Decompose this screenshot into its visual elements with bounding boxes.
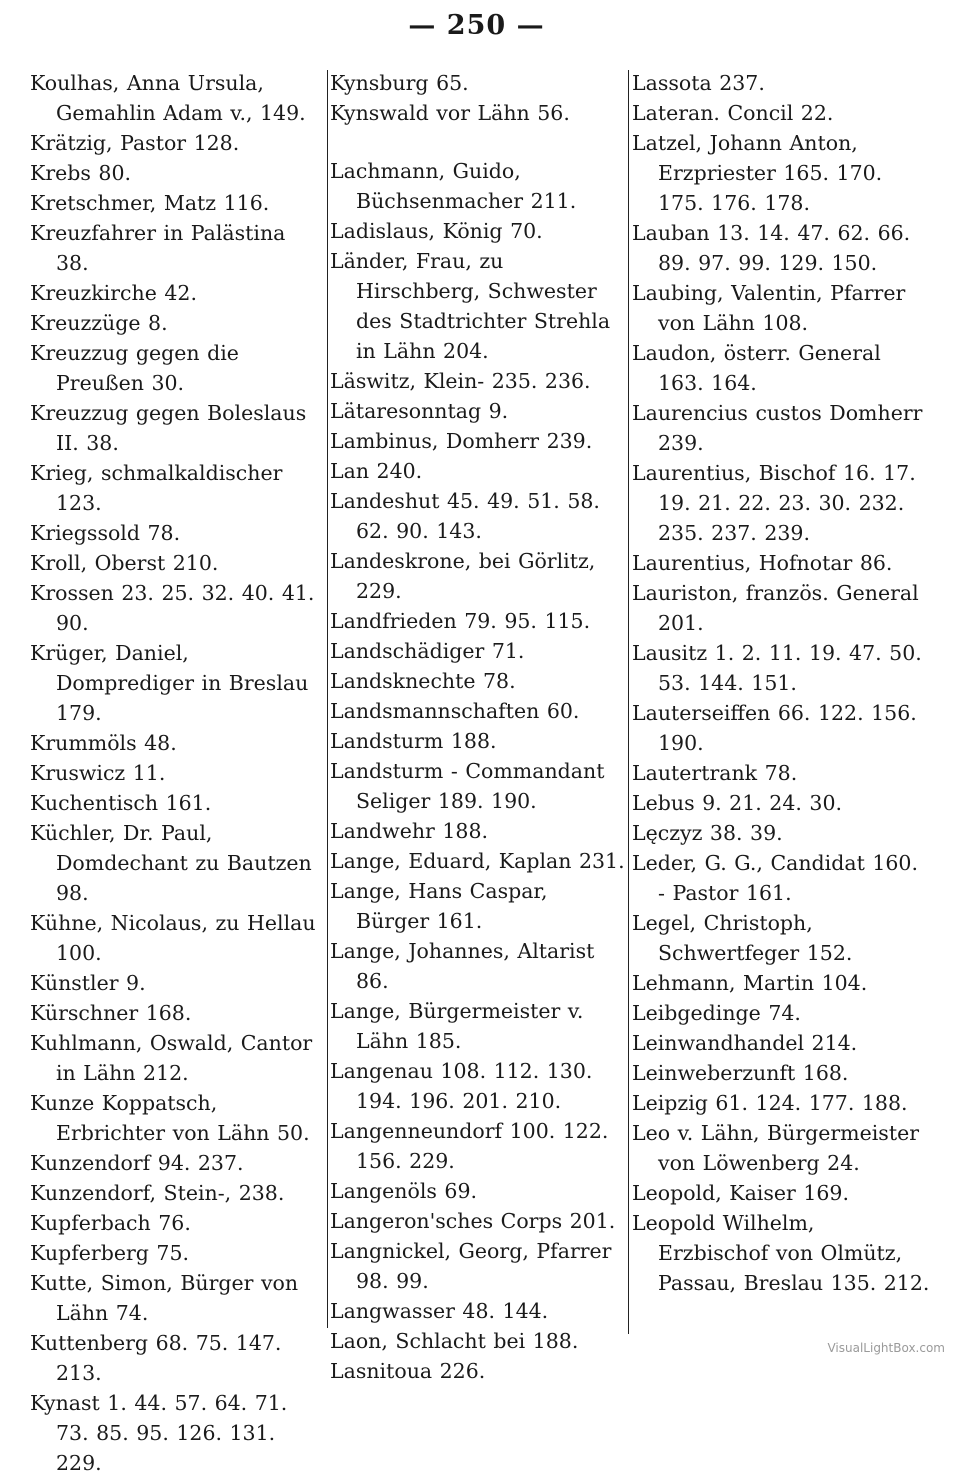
page-number: — 250 — — [408, 10, 545, 41]
index-entry: Kreuzfahrer in Palästina 38. — [30, 221, 286, 275]
index-entry: Lambinus, Domherr 239. — [330, 429, 593, 453]
index-entry: Leinwandhandel 214. — [632, 1031, 858, 1055]
index-entry: Lange, Eduard, Kaplan 231. — [330, 849, 625, 873]
index-entry: Lauban 13. 14. 47. 62. 66. 89. 97. 99. 129. 150. — [632, 221, 911, 275]
index-entry: Kupferbach 76. — [30, 1211, 191, 1235]
index-entry: Kupferberg 75. — [30, 1241, 190, 1265]
index-entry: Ladislaus, König 70. — [330, 219, 543, 243]
index-entry: Kürschner 168. — [30, 1001, 192, 1025]
index-entry: Laurentius, Hofnotar 86. — [632, 551, 893, 575]
index-entry: Krüger, Daniel, Domprediger in Breslau 179. — [30, 641, 309, 725]
index-entry: Langnickel, Georg, Pfarrer 98. 99. — [330, 1239, 612, 1293]
index-entry: Leo v. Lähn, Bürgermeister von Löwenberg 24. — [632, 1121, 919, 1175]
index-entry: Künstler 9. — [30, 971, 146, 995]
index-entry: Landsmannschaften 60. — [330, 699, 580, 723]
index-entry: Kreuzzug gegen Boleslaus II. 38. — [30, 401, 307, 455]
index-entry: Lange, Hans Caspar, Bürger 161. — [330, 879, 548, 933]
index-entry: Landschädiger 71. — [330, 639, 525, 663]
index-entry: Leipzig 61. 124. 177. 188. — [632, 1091, 908, 1115]
index-entry: Leder, G. G., Candidat 160. - Pastor 161. — [632, 851, 918, 905]
index-entry: Lange, Johannes, Altarist 86. — [330, 939, 595, 993]
index-entry: Lateran. Concil 22. — [632, 101, 834, 125]
index-entry: Langenöls 69. — [330, 1179, 478, 1203]
index-entry: Laon, Schlacht bei 188. — [330, 1329, 579, 1353]
index-entry: Kynswald vor Lähn 56. — [330, 101, 570, 125]
index-entry: Kreuzkirche 42. — [30, 281, 197, 305]
index-column-3 — [632, 68, 930, 1330]
index-entry: Kunzendorf 94. 237. — [30, 1151, 244, 1175]
index-entry: Lauriston, französ. General 201. — [632, 581, 919, 635]
index-entry: Landfrieden 79. 95. 115. — [330, 609, 591, 633]
index-entry: Leopold Wilhelm, Erzbischof von Olmütz, Passau, Breslau 135. 212. — [632, 1211, 930, 1295]
index-entry: Kuchentisch 161. — [30, 791, 212, 815]
index-entry: Kunze Koppatsch, Erbrichter von Lähn 50. — [30, 1091, 310, 1145]
index-entry: Legel, Christoph, Schwertfeger 152. — [632, 911, 853, 965]
index-entry: Kynsburg 65. — [330, 71, 469, 95]
index-entry: Lehmann, Martin 104. — [632, 971, 868, 995]
index-entry: Landwehr 188. — [330, 819, 489, 843]
index-entry: Laubing, Valentin, Pfarrer von Lähn 108. — [632, 281, 906, 335]
index-entry: Krebs 80. — [30, 161, 132, 185]
index-entry: Landsturm - Commandant Seliger 189. 190. — [330, 759, 605, 813]
index-entry: Laudon, österr. General 163. 164. — [632, 341, 881, 395]
index-entry: Kühne, Nicolaus, zu Hellau 100. — [30, 911, 316, 965]
index-entry: Lautertrank 78. — [632, 761, 798, 785]
index-entry: Kretschmer, Matz 116. — [30, 191, 270, 215]
index-entry: Lęczyz 38. 39. — [632, 821, 783, 845]
index-entry: Krossen 23. 25. 32. 40. 41. 90. — [30, 581, 315, 635]
index-entry: Krieg, schmalkaldischer 123. — [30, 461, 283, 515]
index-entry: Kuhlmann, Oswald, Cantor in Lähn 212. — [30, 1031, 313, 1085]
index-entry: Langeron'sches Corps 201. — [330, 1209, 616, 1233]
index-entry: Lasnitoua 226. — [330, 1359, 486, 1383]
index-entry: Laurentius, Bischof 16. 17. 19. 21. 22. 23. 30. 232. 235. 237. 239. — [632, 461, 916, 545]
index-entry: Landsturm 188. — [330, 729, 497, 753]
index-entry: Krummöls 48. — [30, 731, 177, 755]
section-gap — [330, 128, 626, 156]
index-entry: Landsknechte 78. — [330, 669, 516, 693]
index-entry: Kriegssold 78. — [30, 521, 181, 545]
index-entry: Kroll, Oberst 210. — [30, 551, 219, 575]
index-entry: Kutte, Simon, Bürger von Lähn 74. — [30, 1271, 299, 1325]
index-entry: Landeskrone, bei Görlitz, 229. — [330, 549, 596, 603]
index-entry: Latzel, Johann Anton, Erzpriester 165. 170. 175. 176. 178. — [632, 131, 883, 215]
index-entry: Länder, Frau, zu Hirschberg, Schwester des Stadtrichter Strehla in Lähn 204. — [330, 249, 611, 363]
index-entry: Kynast 1. 44. 57. 64. 71. 73. 85. 95. 126. 131. 229. — [30, 1391, 288, 1475]
index-column-2 — [330, 68, 626, 1383]
index-entry: Kuttenberg 68. 75. 147. 213. — [30, 1331, 282, 1385]
index-entry: Lachmann, Guido, Büchsenmacher 211. — [330, 159, 577, 213]
index-entry: Leinweberzunft 168. — [632, 1061, 849, 1085]
index-entry: Läswitz, Klein- 235. 236. — [330, 369, 591, 393]
watermark: VisualLightBox.com — [827, 1341, 945, 1355]
index-entry: Lan 240. — [330, 459, 423, 483]
index-entry: Kruswicz 11. — [30, 761, 166, 785]
index-entry: Landeshut 45. 49. 51. 58. 62. 90. 143. — [330, 489, 600, 543]
index-entry: Lassota 237. — [632, 71, 765, 95]
index-entry: Lausitz 1. 2. 11. 19. 47. 50. 53. 144. 151. — [632, 641, 922, 695]
index-entry: Kreuzzüge 8. — [30, 311, 168, 335]
index-entry: Koulhas, Anna Ursula, Gemahlin Adam v., 149. — [30, 71, 306, 125]
index-entry: Kunzendorf, Stein-, 238. — [30, 1181, 285, 1205]
index-entry: Küchler, Dr. Paul, Domdechant zu Bautzen 98. — [30, 821, 312, 905]
index-entry: Langenneundorf 100. 122. 156. 229. — [330, 1119, 609, 1173]
index-entry: Kreuzzug gegen die Preußen 30. — [30, 341, 239, 395]
index-entry: Laurencius custos Domherr 239. — [632, 401, 923, 455]
index-entry: Lauterseiffen 66. 122. 156. 190. — [632, 701, 917, 755]
index-entry: Krätzig, Pastor 128. — [30, 131, 240, 155]
index-entry: Langwasser 48. 144. — [330, 1299, 549, 1323]
index-entry: Lange, Bürgermeister v. Lähn 185. — [330, 999, 584, 1053]
index-entry: Lätaresonntag 9. — [330, 399, 509, 423]
index-entry: Langenau 108. 112. 130. 194. 196. 201. 210. — [330, 1059, 593, 1113]
index-entry: Leibgedinge 74. — [632, 1001, 801, 1025]
index-entry: Lebus 9. 21. 24. 30. — [632, 791, 843, 815]
index-entry: Leopold, Kaiser 169. — [632, 1181, 849, 1205]
index-column-1 — [30, 68, 324, 1475]
